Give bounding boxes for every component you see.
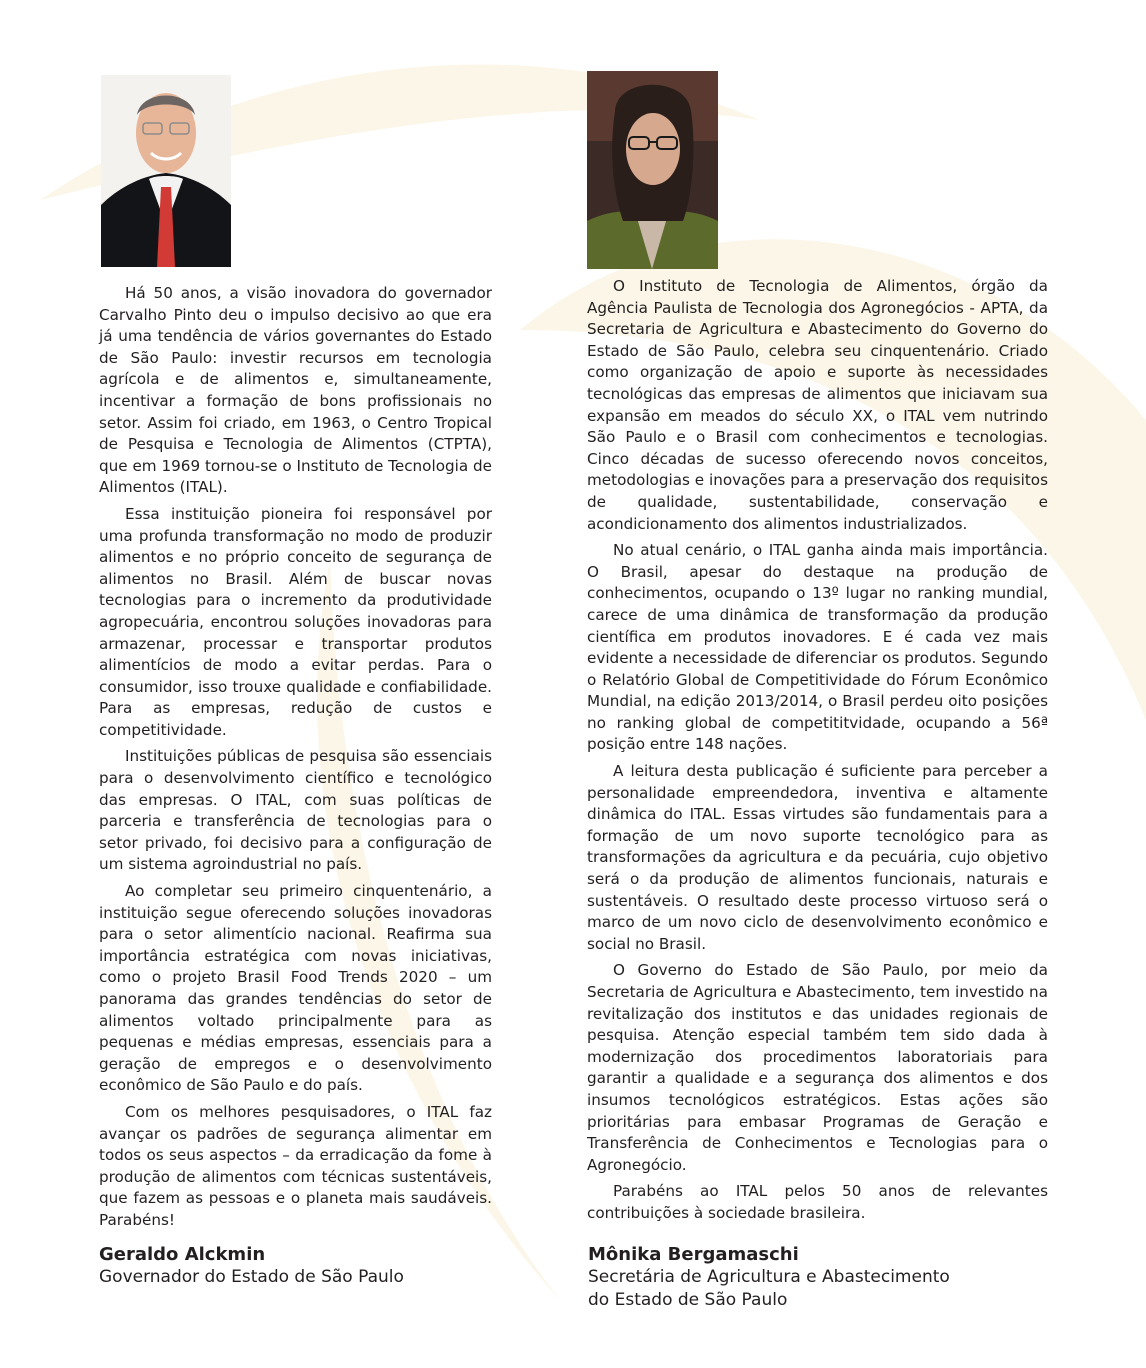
- paragraph: O Governo do Estado de São Paulo, por meio da Secretaria de Agricultura e Abastecimento, tem investido na revitalização dos institutos e das unidades regionais de pesquisa. Atenção especial também tem sido dada à modernização dos procedimentos laboratoriais para garantir a qualidade e a segurança dos alimentos e dos insumos tecnológicos estratégicos. Estas ações são prioritárias para embasar Programas de Geração e Transferência de Conhecimentos e Tecnologias para o Agronegócio.: [587, 961, 1048, 1174]
- paragraph: Essa instituição pioneira foi responsável por uma profunda transformação no modo de produzir alimentos e no próprio conceito de segurança de alimentos no Brasil. Além de buscar novas tecnologias para o incremento da produtividade agropecuária, encontrou soluções inovadoras para armazenar, processar e transportar produtos alimentícios de modo a evitar perdas. Para o consumidor, isso trouxe qualidade e confiabilidade. Para as empresas, redução de custos e competitividade.: [99, 504, 492, 739]
- signatory-title: Secretária de Agricultura e Abastecimento: [588, 1267, 950, 1287]
- paragraph: Com os melhores pesquisadores, o ITAL faz avançar os padrões de segurança alimentar em todos os seus aspectos – da erradicação da fome à produção de alimentos com técnicas sustentáveis, que fazem as pessoas e o planeta mais saudáveis. Parabéns!: [99, 1102, 492, 1229]
- paragraph: Há 50 anos, a visão inovadora do governador Carvalho Pinto deu o impulso decisivo ao que era já uma tendência de vários governantes do Estado de São Paulo: investir recursos em tecnologia agrícola e de alimentos e, simultaneamente, incentivar a formação de bons profissionais no setor. Assim foi criado, em 1963, o Centro Tropical de Pesquisa e Tecnologia de Alimentos (CTPTA), que em 1969 tornou-se o Instituto de Tecnologia de Alimentos (ITAL).: [99, 284, 492, 497]
- signature-right: [588, 1243, 1068, 1312]
- signatory-title-line2: do Estado de São Paulo: [588, 1290, 788, 1310]
- paragraph: Ao completar seu primeiro cinquentenário, a instituição segue oferecendo soluções inovadoras para o setor alimentício nacional. Reafirma sua importância estratégica com novas iniciativas, como o projeto Brasil Food Trends 2020 – um panorama das grandes tendências do setor de alimentos voltado principalmente para as pequenas e médias empresas, essenciais para a geração de empregos e o desenvolvimento econômico de São Paulo e do país.: [99, 882, 492, 1095]
- signatory-name: Mônika Bergamaschi: [588, 1244, 799, 1265]
- signatory-name: Geraldo Alckmin: [99, 1244, 266, 1265]
- paragraph: Instituições públicas de pesquisa são essenciais para o desenvolvimento científico e tecnológico das empresas. O ITAL, com suas políticas de parceria e transferência de tecnologias para o setor privado, foi decisivo para a configuração de um sistema agroindustrial no país.: [99, 747, 492, 874]
- portrait-photo-right: [587, 71, 718, 269]
- right-column-text: [587, 276, 1048, 1230]
- left-column-text: [99, 283, 492, 1237]
- paragraph: Parabéns ao ITAL pelos 50 anos de relevantes contribuições à sociedade brasileira.: [587, 1182, 1048, 1222]
- paragraph: O Instituto de Tecnologia de Alimentos, órgão da Agência Paulista de Tecnologia dos Agronegócios - APTA, da Secretaria de Agricultura e Abastecimento do Governo do Estado de São Paulo, celebra seu cinquentenário. Criado como organização de apoio e suporte às necessidades tecnológicas das empresas de alimentos que iniciavam sua expansão em meados do século XX, o ITAL vem nutrindo São Paulo e o Brasil com conhecimentos e tecnologias. Cinco décadas de sucesso oferecendo novos conceitos, metodologias e inovações para a preservação dos requisitos de qualidade, sustentabilidade, conservação e acondicionamento dos alimentos industrializados.: [587, 277, 1048, 533]
- portrait-photo: [101, 75, 231, 267]
- portrait-photo-left: [101, 75, 231, 267]
- signatory-title: Governador do Estado de São Paulo: [99, 1267, 404, 1287]
- signature-left: [99, 1243, 519, 1289]
- paragraph: A leitura desta publicação é suficiente para perceber a personalidade empreendedora, inventiva e altamente dinâmica do ITAL. Essas virtudes são fundamentais para a formação de um novo suporte tecnológico para as transformações da agricultura e da pecuária, cujo objetivo será o da produção de alimentos funcionais, naturais e sustentáveis. O resultado deste processo virtuoso será o marco de um novo ciclo de desenvolvimento econômico e social no Brasil.: [587, 762, 1048, 953]
- portrait-photo: [587, 71, 718, 269]
- paragraph: No atual cenário, o ITAL ganha ainda mais importância. O Brasil, apesar do destaque na produção de conhecimentos, ocupando o 13º lugar no ranking mundial, carece de uma dinâmica de transformação da produção científica em produtos inovadores. E é cada vez mais evidente a necessidade de diferenciar os produtos. Segundo o Relatório Global de Competitividade do Fórum Econômico Mundial, na edição 2013/2014, o Brasil perdeu oito posições no ranking global de competititvidade, ocupando a 56ª posição entre 148 nações.: [587, 541, 1048, 754]
